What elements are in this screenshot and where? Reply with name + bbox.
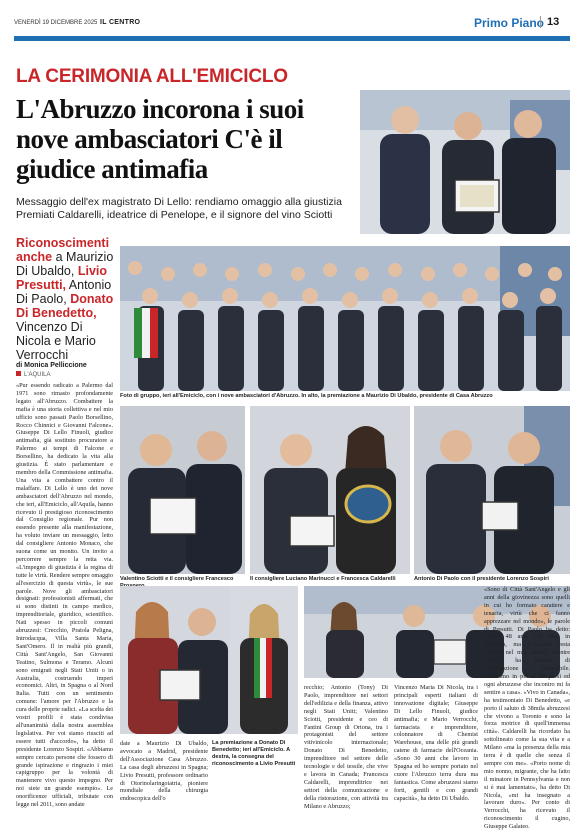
article-column-4: Vincenzo Maria Di Nicola, tra i principali esperti italiani di innovazione digitale; Giuseppe Di Lello Finuoli, giudice antimafia; e Mario Verrocchi, farmacista e imprenditore, colonnatore di Chemist Warehouse, una delle più grandi catene di farmacie dell'Oceania. «Sono 30 anni che lavoro in Spagna ed ho sempre portato nel cuore l'Abruzzo terra dura ma fantastica. Come abruzzesi siamo forti, gentili e con grandi capacità», ha detto Di Ubaldo. [394, 684, 478, 802]
side-quote-part: Livio Presutti, [16, 264, 108, 292]
photo-presutti-caption: La premiazione a Donato Di Benedetto; ieri all'Emiciclo. A destra, la consegna del riconoscimento a Livio Presutti [212, 740, 296, 767]
article-column-1: «Pur essendo radicato a Palermo dal 1971 sono rimasto profondamente legato all'Abruzzo. Combattere la mafia è una storia collettiva e nel mio ufficio sono passati Paolo Borsellino, Rocco Chinnici e Giovanni Falcone». Giuseppe Di Lello Finuoli, giudice antimafia, già sostituto procuratore a Palermo ai tempi di Falcone e Borsellino, ha dedicato la vita alla giustizia. È stato parlamentare e membro della Commissione antimafia. Una vita a combattere contro il malaffare. Di Lello è uno dei nove ambasciatori dell'Abruzzo nel mondo, che ieri, all'Emiciclo, all'Aquila, hanno ricevuto il prestigioso riconoscimento dal Consiglio regionale. Pur non essendo presente alla manifestazione, ha voluto inviare un messaggio, letto dal consigliere Antonio Monaco, che suona come un monito. Un invito a percorrere sempre la retta via. «L'impegno di giustizia è la regina di tutte le virtù. Rendere sempre omaggio all'esercizio di questa virtù», le sue parole. Nove gli ambasciatori designati: professionisti affermati, che si sono distinti in campo medico, imprenditoriale, giuridico, scientifico. Nati spesso in piccoli comuni abruzzesi: Crecchio, Pratola Peligna, Introdacqua, Villa Santa Maria, Sant'Omero. Il in realtà più grandi, Città Sant'Angelo, San Giovanni Teatino, Sulmona e Teramo. Alcuni sono emigrati negli Stati Uniti o in Australia, costruendo imperi economici. Altri, in Spagna o al Nord Italia. Tutti con un sentimento comune: l'amore per l'Abruzzo e la cura delle proprie radici. «La scelta dei vostri profili è stata condivisa all'unanimità dalla nostra assemblea legislativa. Per voi siamo riusciti ad essere tutti d'accordo», ha detto il presidente Lorenzo Sospiri. «Abbiamo sempre cercato persone che fossero di grande ispirazione e ringrazio i miei capigruppo per la volontà di mantenere vivo questo impegno. Per noi siete un grande esempio». Le onorificenze ufficiali, tributate con legge nel 2011, sono andate [16, 382, 113, 809]
group-photo-caption: Foto di gruppo, ieri all'Emiciclo, con i nove ambasciatori d'Abruzzo. In alto, la premiazione a Maurizio Di Ubaldo, presidente di Casa Abruzzo [120, 393, 493, 399]
page-header [0, 0, 580, 40]
headline: L'Abruzzo incorona i suoi nove ambasciatori C'è il giudice antimafia [16, 94, 304, 184]
dateline: L'AQUILA [16, 371, 51, 378]
issue-date: VENERDÌ 19 DICEMBRE 2025 [14, 20, 98, 26]
kicker: LA CERIMONIA ALL'EMICICLO [16, 66, 288, 87]
top-award-photo [360, 90, 570, 234]
newspaper-name: IL CENTRO [100, 19, 141, 26]
photo-di-paolo [414, 406, 570, 574]
page-number: 13 [540, 16, 559, 28]
byline: di Monica Pelliccione [16, 362, 87, 369]
side-quote-part: a Maurizio Di Ubaldo, [16, 250, 114, 278]
article-column-2: date a Maurizio Di Ubaldo, avvocato a Madrid, presidente dell'Associazione Casa Abruzzo. La casa degli abruzzesi in Spagna; Livio Presutti, professore ordinario di Otorinolaringoiatria, pioniere mondiale della chirurgia endoscopica dell'o [120, 740, 208, 803]
side-quote-part: Donato Di Benedetto, [16, 292, 114, 320]
subheadline: Messaggio dell'ex magistrato Di Lello: rendiamo omaggio alla giustizia Premiati Caldarelli, ideatrice di Penelope, e il signore del vino Sciotti [16, 196, 342, 221]
section-name: Primo Piano [474, 16, 545, 30]
side-quote-part: Antonio Di Paolo, [16, 278, 112, 306]
article-column-3: recchio; Antonio (Tony) Di Paolo, imprenditore nei settori dell'edilizia e della finanza, attivo negli Stati Uniti; Valentino Sciotti, presidente e ceo di Fantini Group di Ortona, tra i protagonisti del settore vitivinicolo internazionale; Donato Di Benedetto, imprenditore nel settore delle tecnologie e del tessile, che vive e lavora in Canada; Francesca Caldarelli, imprenditrice nei settori della comunicazione e della ristorazione, con attività tra Milano e Abruzzo; [304, 684, 388, 810]
side-quote-part: Riconoscimenti anche [16, 236, 110, 264]
group-photo [120, 246, 570, 391]
article-column-5: «Sono di Città Sant'Angelo e gli anni della giovinezza sono quelli in cui ho formato carattere e tenacia, virtù che ci fanno apprezzare nel mondo», le parole di Presutti. Di Paolo ha detto: «Sono 48 anni che vivo in America, ma l'Abruzzo resta sempre nel mio cuore», mentre Sciotti, ha parlato di «un'emozione incredibile. Vendiamo in più di 80 paesi ed ogni abruzzese che incontro mi fa sentire a casa». «Vivo in Canada», ha testimoniato Di Benedetto, «e porto il saluto di 38mila abruzzesi che vivono a Toronto e sono la forza motrice di quell'immensa città». Caldarelli ha ricordato ha sottolineato come la sua vita e a Milano «ma la presenza della mia terra è di quelle che senza il sempre con me». «Porto nome di mio nonno, migrante, che ha fatto il minatore in Pennsylvania e non si è mai lamentato», ha detto Di Nicola, «mi ha insegnato a lavorare duro». Per conto di Verrocchi, ha ricevuto il riconoscimento il cugino, Giuseppe Galateo. [484, 586, 570, 831]
side-quote [16, 236, 116, 362]
photo-caldarelli-caption: Il consigliere Luciano Marinucci e Francesca Caldarelli [250, 576, 396, 582]
header-rule [14, 36, 570, 41]
side-quote-part: Vincenzo Di Nicola e Mario Verrocchi [16, 320, 96, 362]
photo-di-paolo-caption: Antonio Di Paolo con il presidente Lorenzo Sospiri [414, 576, 549, 582]
photo-sciotti-caption: Valentino Sciotti e il consigliere Francesco [120, 576, 234, 582]
photo-di-benedetto [120, 586, 230, 734]
photo-caldarelli [250, 406, 410, 574]
photo-presutti [230, 586, 298, 734]
photo-sciotti [120, 406, 245, 574]
